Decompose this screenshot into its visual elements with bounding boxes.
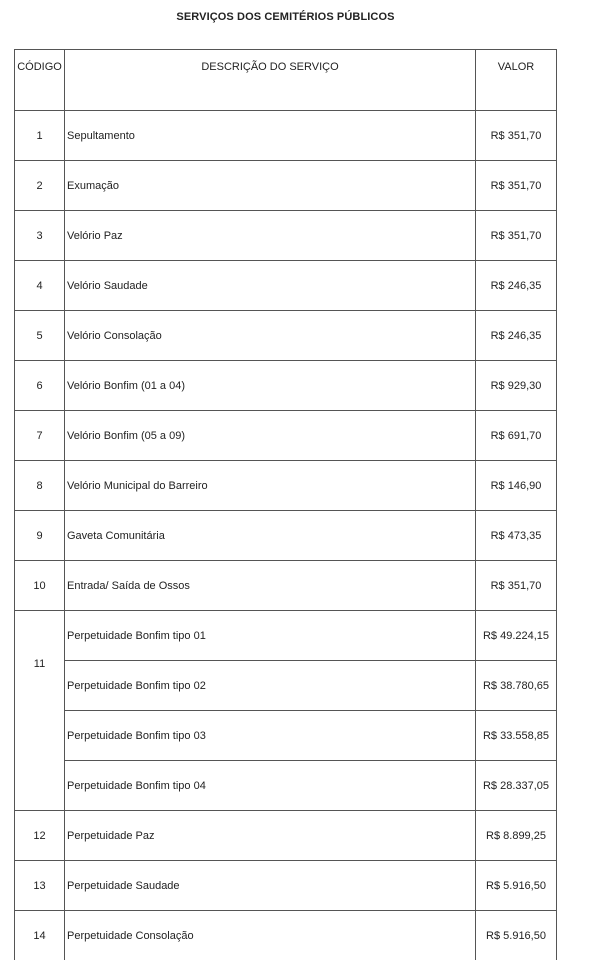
cell-code: 2	[15, 161, 65, 211]
cell-description: Velório Municipal do Barreiro	[65, 461, 476, 511]
cell-description: Velório Consolação	[65, 311, 476, 361]
table-row	[15, 661, 557, 711]
cell-description: Velório Saudade	[65, 261, 476, 311]
cell-description: Perpetuidade Bonfim tipo 02	[65, 661, 476, 711]
cell-code: 12	[15, 811, 65, 861]
cell-value: R$ 5.916,50	[476, 861, 557, 911]
cell-value: R$ 8.899,25	[476, 811, 557, 861]
cell-value: R$ 246,35	[476, 261, 557, 311]
table-row	[15, 111, 557, 161]
cell-value: R$ 351,70	[476, 111, 557, 161]
cell-value: R$ 28.337,05	[476, 761, 557, 811]
cell-description: Perpetuidade Bonfim tipo 03	[65, 711, 476, 761]
cell-value: R$ 351,70	[476, 211, 557, 261]
table-row	[15, 161, 557, 211]
table-row	[15, 761, 557, 811]
table-row	[15, 411, 557, 461]
cell-value: R$ 246,35	[476, 311, 557, 361]
cell-description: Velório Paz	[65, 211, 476, 261]
table-row	[15, 561, 557, 611]
cell-description: Velório Bonfim (05 a 09)	[65, 411, 476, 461]
cell-value: R$ 691,70	[476, 411, 557, 461]
table-row	[15, 611, 557, 661]
cell-code: 3	[15, 211, 65, 261]
header-description: DESCRIÇÃO DO SERVIÇO	[65, 50, 476, 111]
cell-description: Perpetuidade Consolação	[65, 911, 476, 960]
cell-value: R$ 473,35	[476, 511, 557, 561]
table-row	[15, 711, 557, 761]
cell-code: 4	[15, 261, 65, 311]
cell-description: Sepultamento	[65, 111, 476, 161]
cell-code: 8	[15, 461, 65, 511]
cell-code: 1	[15, 111, 65, 161]
cell-value: R$ 38.780,65	[476, 661, 557, 711]
table-row	[15, 361, 557, 411]
cell-value: R$ 351,70	[476, 561, 557, 611]
cell-code: 13	[15, 861, 65, 911]
cell-value: R$ 5.916,50	[476, 911, 557, 960]
cell-description: Perpetuidade Paz	[65, 811, 476, 861]
cell-value: R$ 49.224,15	[476, 611, 557, 661]
table-row	[15, 861, 557, 911]
table-header-row	[15, 50, 557, 111]
table-row	[15, 261, 557, 311]
cell-description: Perpetuidade Bonfim tipo 04	[65, 761, 476, 811]
cell-value: R$ 146,90	[476, 461, 557, 511]
cell-description: Gaveta Comunitária	[65, 511, 476, 561]
cell-description: Exumação	[65, 161, 476, 211]
table-row	[15, 461, 557, 511]
header-value: VALOR	[476, 50, 557, 111]
cell-description: Perpetuidade Saudade	[65, 861, 476, 911]
table-row	[15, 211, 557, 261]
page-title: SERVIÇOS DOS CEMITÉRIOS PÚBLICOS	[0, 11, 571, 23]
cell-value: R$ 351,70	[476, 161, 557, 211]
cell-description: Entrada/ Saída de Ossos	[65, 561, 476, 611]
table-row	[15, 911, 557, 960]
cell-value: R$ 33.558,85	[476, 711, 557, 761]
cell-value: R$ 929,30	[476, 361, 557, 411]
cell-code: 14	[15, 911, 65, 960]
cell-code: 7	[15, 411, 65, 461]
cell-code: 11	[15, 611, 65, 811]
table-body	[15, 111, 557, 960]
cell-code: 5	[15, 311, 65, 361]
cell-description: Velório Bonfim (01 a 04)	[65, 361, 476, 411]
table-row	[15, 311, 557, 361]
cell-description: Perpetuidade Bonfim tipo 01	[65, 611, 476, 661]
table-row	[15, 511, 557, 561]
table-row	[15, 811, 557, 861]
cell-code: 6	[15, 361, 65, 411]
header-code: CÓDIGO	[15, 50, 65, 111]
cell-code: 10	[15, 561, 65, 611]
cell-code: 9	[15, 511, 65, 561]
services-table	[14, 49, 557, 960]
